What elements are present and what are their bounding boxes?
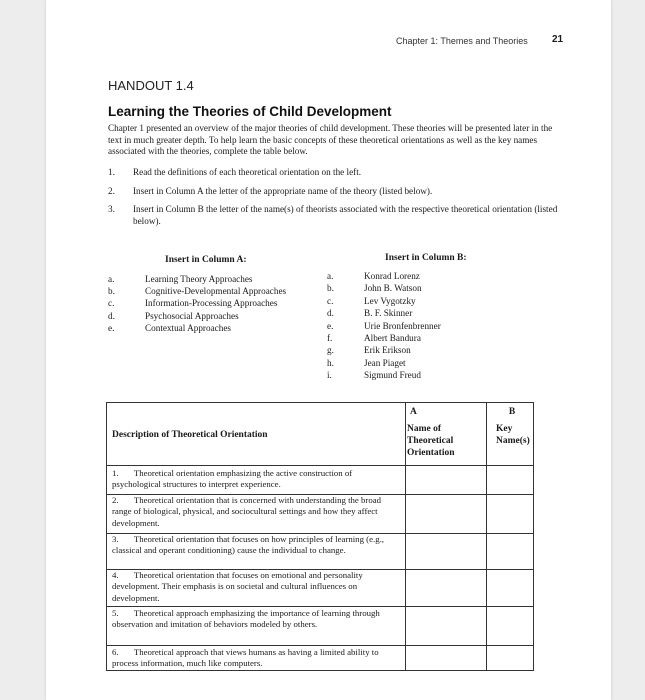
theorist-letter: a. [327,271,334,281]
theory-letter: a. [108,274,115,284]
theorist-letter: h. [327,357,334,368]
row-text: Theoretical orientation that focuses on emotional and personality development. Their emphasis is on societal and cultural influences on development. [112,570,363,603]
column-a-label: Name of Theoretical Orientation [407,424,455,458]
handout-label: HANDOUT 1.4 [108,78,194,93]
theorist-letter: f. [327,333,333,344]
running-header: Chapter 1: Themes and Theories [396,36,528,46]
theorist-name: Erik Erikson [364,345,411,356]
theorist-item [327,357,441,369]
step-number: 2. [108,185,115,196]
row-number: 3. [112,534,119,544]
column-a-header [407,406,487,459]
theory-name: Information-Processing Approaches [145,298,278,309]
row-text: Theoretical orientation that focuses on how principles of learning (e.g., classical and operant conditioning) cause the individual to change. [112,534,384,556]
row-text: Theoretical approach that views humans as having a limited ability to process information, much like computers. [112,647,379,669]
row-divider [107,606,533,607]
theorist-letter: e. [327,320,334,331]
theory-name: Contextual Approaches [145,322,231,333]
column-divider [405,403,406,670]
theory-letter: c. [108,298,115,309]
header-divider [107,465,533,466]
theorist-item [327,295,441,307]
theory-item [108,322,286,334]
theorist-item [327,369,441,381]
row-number: 5. [112,608,119,618]
table-row-description [112,468,402,491]
theorist-name: Konrad Lorenz [364,271,420,281]
theorist-item [327,282,441,294]
step-number: 1. [108,167,115,177]
description-column-header: Description of Theoretical Orientation [112,430,268,440]
table-row-description [112,495,402,529]
theorist-item [327,320,441,332]
theorist-list [327,270,441,382]
theory-letter: b. [108,286,115,297]
theorist-item [327,270,441,282]
column-a-heading: Insert in Column A: [165,255,247,265]
row-number: 2. [112,495,119,505]
row-divider [107,645,533,646]
table-row-description [112,608,402,631]
row-number: 6. [112,647,119,657]
table-row-description [112,647,402,670]
column-b-letter: B [508,407,516,417]
theory-item [108,310,286,322]
worksheet-table [106,402,534,671]
theorist-letter: b. [327,283,334,294]
theorist-item [327,332,441,344]
theorist-letter: g. [327,345,334,356]
theorist-item [327,344,441,356]
step-text: Insert in Column B the letter of the name(s) of theorists associated with the respective theoretical orientation (listed below). [133,204,558,226]
theorist-name: John B. Watson [364,283,422,294]
instruction-step [108,186,558,198]
theorist-name: B. F. Skinner [364,308,413,319]
theorist-name: Urie Bronfenbrenner [364,320,441,331]
instruction-list [108,167,558,234]
column-b-header [490,406,534,447]
theory-item [108,285,286,297]
theory-name: Learning Theory Approaches [145,274,253,284]
step-number: 3. [108,204,115,214]
theory-letter: e. [108,322,115,333]
step-text: Read the definitions of each theoretical orientation on the left. [133,167,362,177]
row-text: Theoretical approach emphasizing the importance of learning through observation and imitation of behaviors modeled by others. [112,608,380,630]
theory-item [108,297,286,309]
table-row-description [112,534,402,557]
theory-name: Psychosocial Approaches [145,310,239,321]
table-row-description [112,570,402,604]
theorist-letter: i. [327,370,332,381]
row-number: 1. [112,468,119,478]
intro-paragraph: Chapter 1 presented an overview of the major theories of child development. These theories will be presented later in the text in much greater depth. To help learn the basic concepts of these theoretical orientations as well as the key names associated with the theories, complete the table below. [108,123,553,156]
instruction-step [108,167,558,179]
instruction-step [108,204,558,227]
theory-name: Cognitive-Developmental Approaches [145,286,287,297]
row-text: Theoretical orientation that is concerned with understanding the broad range of biological, physical, and sociocultural settings and how they affect development. [112,495,382,528]
theory-item [108,273,286,285]
column-b-label: Key Name(s) [496,424,530,446]
row-number: 4. [112,570,119,580]
row-text: Theoretical orientation emphasizing the active construction of psychological structures to interpret experience. [112,468,353,490]
theorist-letter: c. [327,295,334,306]
column-b-heading: Insert in Column B: [385,253,467,263]
theorist-item [327,307,441,319]
page-number: 21 [552,34,564,45]
theorist-letter: d. [327,308,334,319]
column-a-letter: A [410,407,417,417]
theorist-name: Sigmund Freud [364,370,421,381]
theorist-name: Lev Vygotzky [364,295,416,306]
theorist-name: Jean Piaget [364,357,406,368]
page-title: Learning the Theories of Child Development [108,104,392,119]
theory-list [108,273,286,334]
theory-letter: d. [108,310,115,321]
step-text: Insert in Column A the letter of the appropriate name of the theory (listed below). [133,185,433,196]
theorist-name: Albert Bandura [364,333,421,344]
